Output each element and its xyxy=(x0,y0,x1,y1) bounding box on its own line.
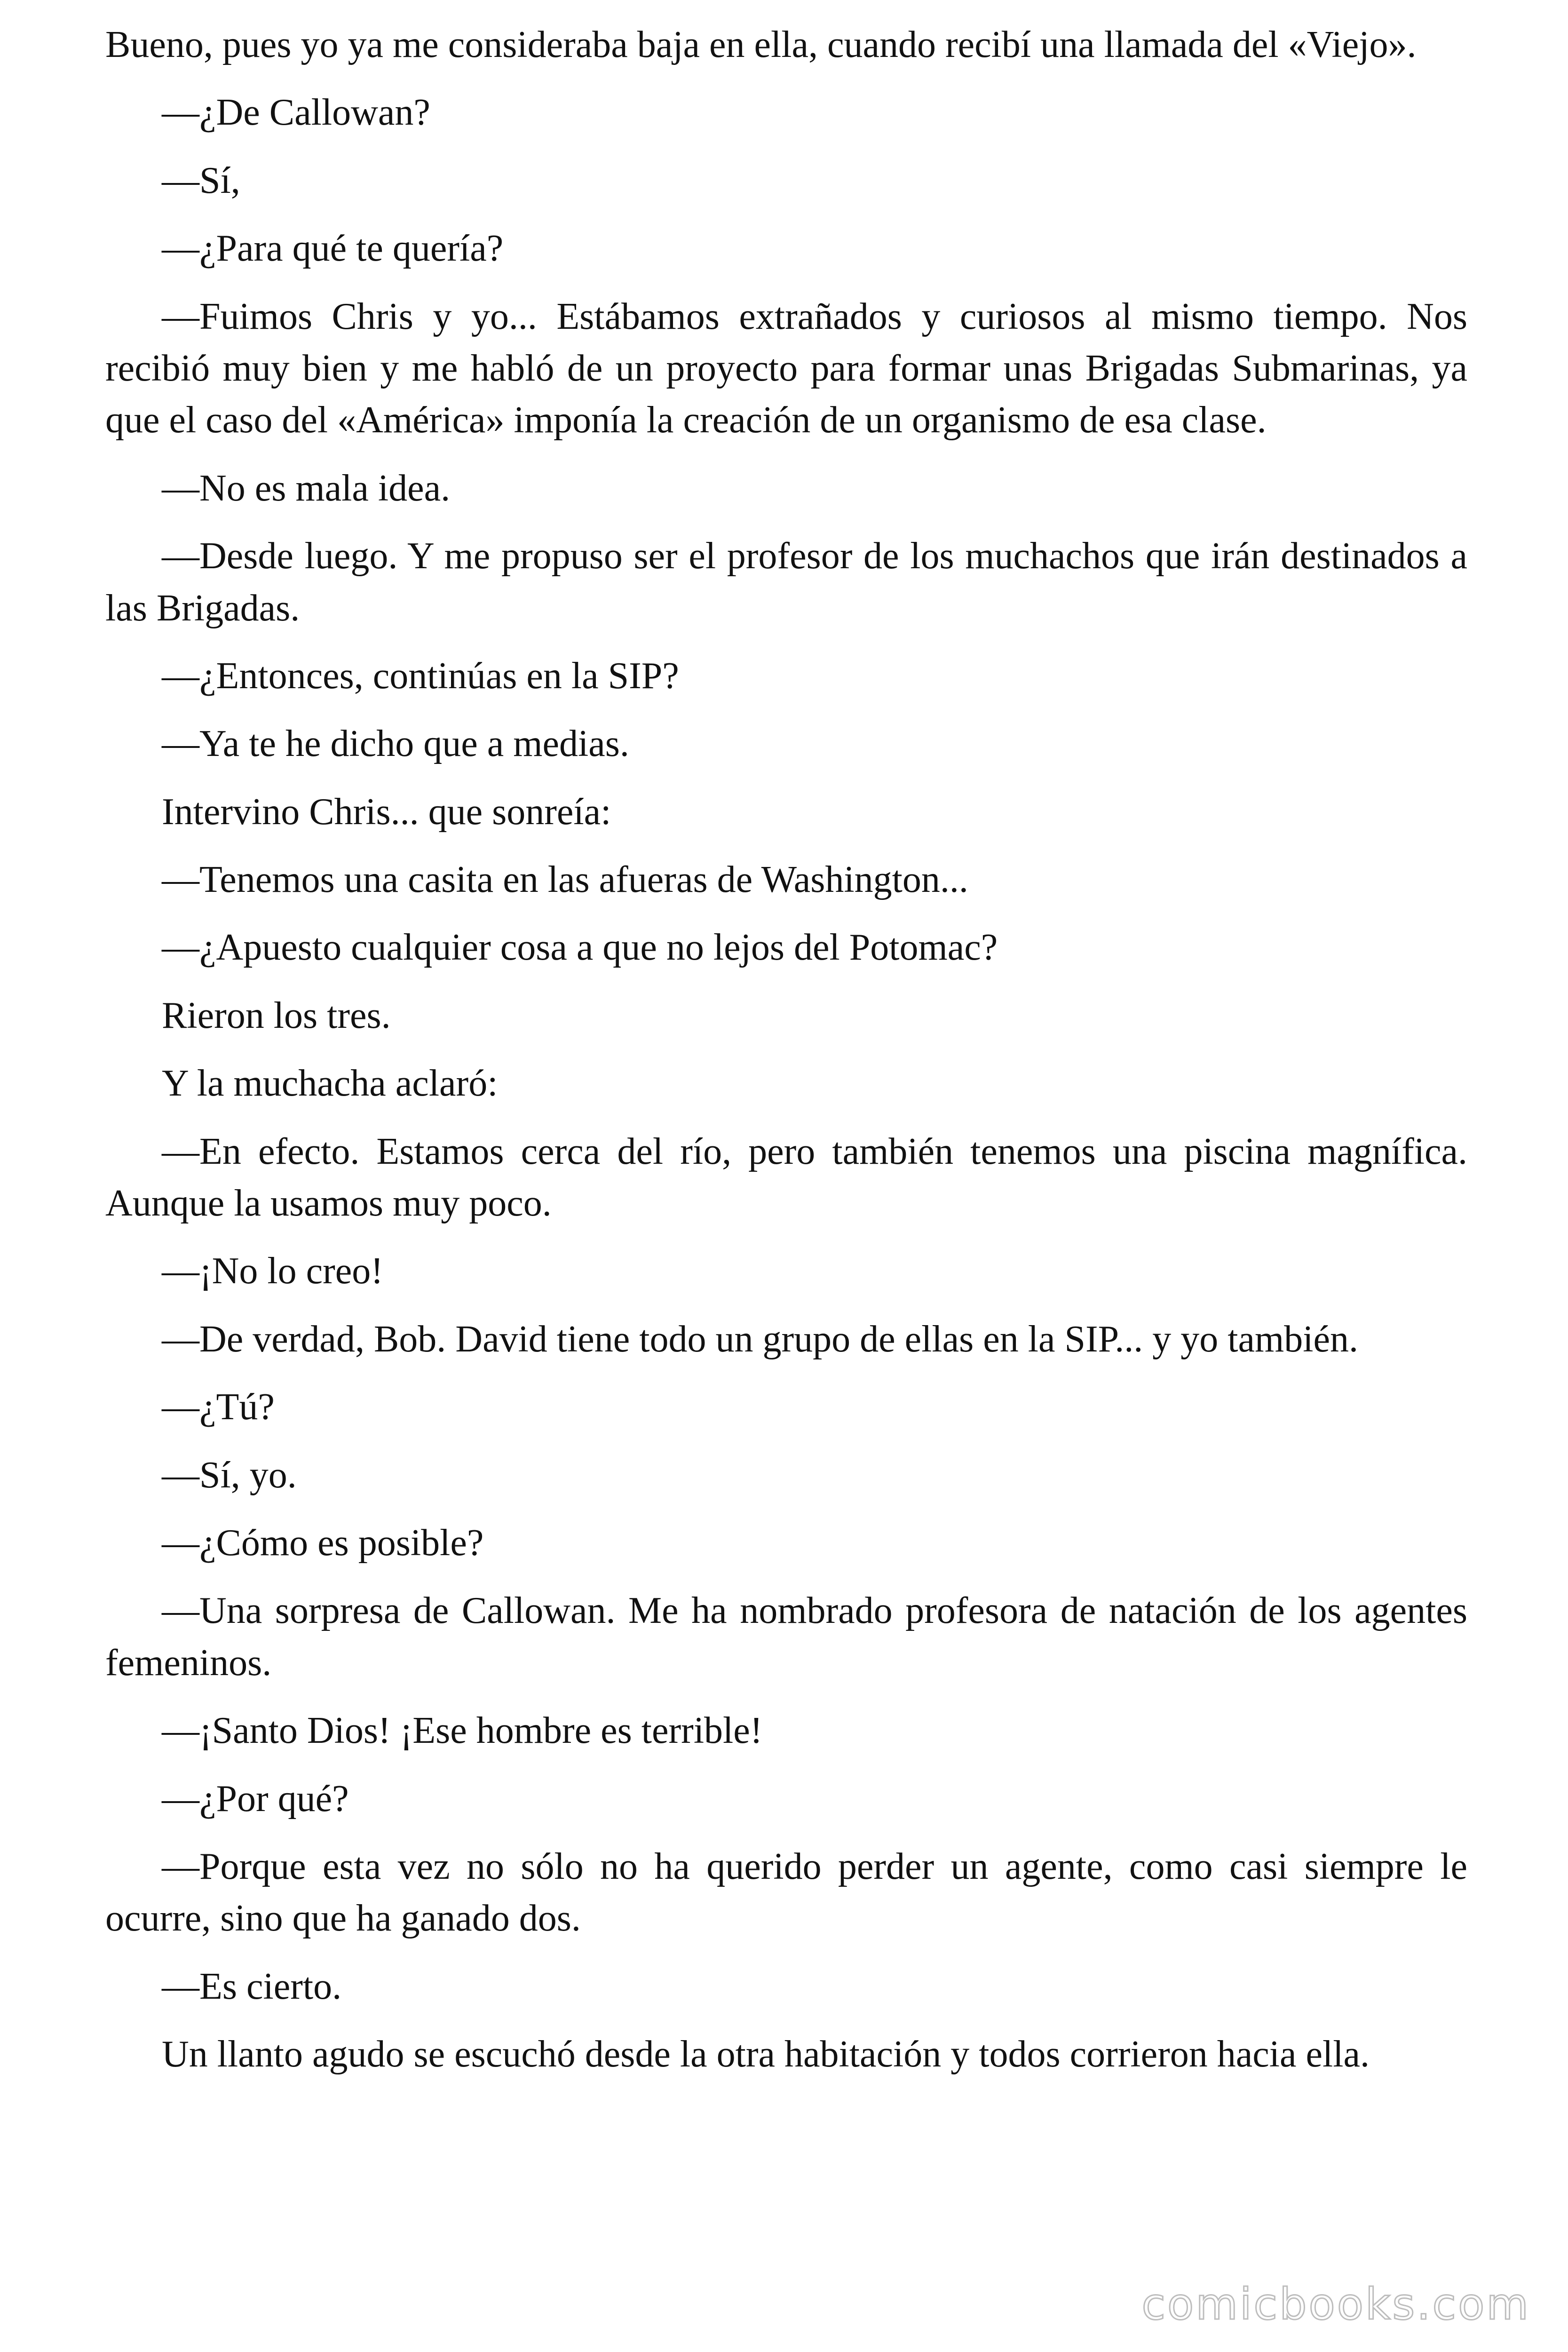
paragraph-16: —¡No lo creo! xyxy=(162,1250,383,1292)
paragraph-17: —De verdad, Bob. David tiene todo un grupo de ellas en la SIP... y yo también. xyxy=(162,1318,1358,1360)
paragraph-18: —¿Tú? xyxy=(162,1386,275,1428)
paragraph-7: —Desde luego. Y me propuso ser el profesor de los muchachos que irán destinados a las Brigadas. xyxy=(105,535,1467,629)
watermark: comicbooks.com xyxy=(1141,2279,1530,2329)
paragraph-1: Bueno, pues yo ya me consideraba baja en ella, cuando recibí una llamada del «Viejo». xyxy=(105,24,1417,65)
paragraph-5: —Fuimos Chris y yo... Estábamos extrañados y curiosos al mismo tiempo. Nos recibió muy bien y me habló de un proyecto para formar unas Brigadas Submarinas, ya que el caso del «América» imponía la creación de un organismo de esa clase. xyxy=(105,295,1467,441)
paragraph-25: —Es cierto. xyxy=(162,1965,342,2007)
paragraph-8: —¿Entonces, continúas en la SIP? xyxy=(162,655,679,697)
paragraph-22: —¡Santo Dios! ¡Ese hombre es terrible! xyxy=(162,1710,763,1752)
paragraph-19: —Sí, yo. xyxy=(162,1454,297,1496)
paragraph-9: —Ya te he dicho que a medias. xyxy=(162,723,629,765)
paragraph-11: —Tenemos una casita en las afueras de Washington... xyxy=(162,859,968,901)
paragraph-10: Intervino Chris... que sonreía: xyxy=(162,791,611,833)
paragraph-2: —¿De Callowan? xyxy=(162,92,430,134)
paragraph-4: —¿Para qué te quería? xyxy=(162,228,504,270)
paragraph-26: Un llanto agudo se escuchó desde la otra habitación y todos corrieron hacia ella. xyxy=(162,2034,1370,2075)
paragraph-15: —En efecto. Estamos cerca del río, pero también tenemos una piscina magnífica. Aunque la usamos muy poco. xyxy=(105,1130,1467,1224)
paragraph-21: —Una sorpresa de Callowan. Me ha nombrado profesora de natación de los agentes femeninos. xyxy=(105,1590,1467,1684)
paragraph-14: Y la muchacha aclaró: xyxy=(162,1063,498,1104)
paragraph-13: Rieron los tres. xyxy=(162,994,391,1036)
book-page xyxy=(105,19,1467,2097)
paragraph-20: —¿Cómo es posible? xyxy=(162,1522,484,1564)
paragraph-6: —No es mala idea. xyxy=(162,467,451,509)
paragraph-3: —Sí, xyxy=(162,159,240,201)
paragraph-24: —Porque esta vez no sólo no ha querido perder un agente, como casi siempre le ocurre, sino que ha ganado dos. xyxy=(105,1845,1467,1939)
paragraph-12: —¿Apuesto cualquier cosa a que no lejos del Potomac? xyxy=(162,927,998,969)
paragraph-23: —¿Por qué? xyxy=(162,1778,349,1820)
